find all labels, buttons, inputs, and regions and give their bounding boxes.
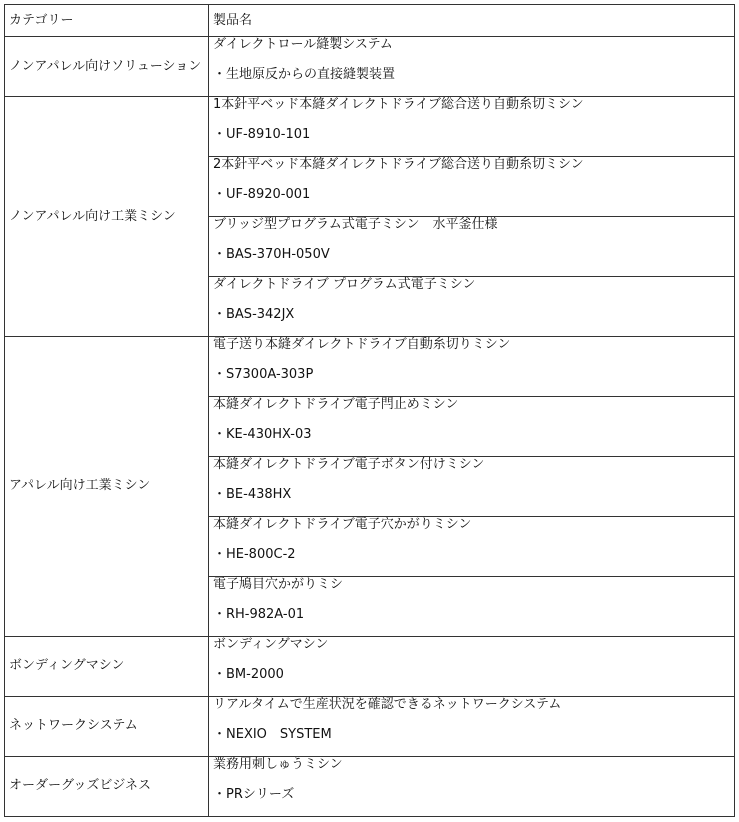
product-name: 本縫ダイレクトドライブ電子ボタン付けミシン	[213, 456, 485, 472]
header-product: 製品名	[209, 5, 735, 37]
product-cell	[209, 277, 735, 337]
product-name: 電子送り本縫ダイレクトドライブ自動糸切りミシン	[213, 337, 511, 353]
category-cell: アパレル向け工業ミシン	[5, 337, 209, 637]
product-cell	[209, 576, 735, 636]
table-row	[5, 97, 735, 157]
product-model: ・S7300A-303P	[213, 367, 314, 383]
product-cell	[209, 636, 735, 696]
product-name: リアルタイムで生産状況を確認できるネットワークシステム	[213, 696, 562, 712]
product-name: 1本針平ベッド本縫ダイレクトドライブ総合送り自動糸切ミシン	[213, 97, 584, 113]
category-cell: ネットワークシステム	[5, 696, 209, 756]
category-cell: ノンアパレル向けソリューション	[5, 37, 209, 97]
header-category: カテゴリー	[5, 5, 209, 37]
category-cell: ボンディングマシン	[5, 636, 209, 696]
product-cell	[209, 337, 735, 397]
product-table	[4, 4, 735, 817]
product-model: ・BE-438HX	[213, 486, 292, 502]
product-name: ボンディングマシン	[213, 636, 329, 652]
product-cell	[209, 516, 735, 576]
table-row	[5, 37, 735, 97]
product-model: ・NEXIO SYSTEM	[213, 726, 332, 742]
product-cell	[209, 397, 735, 457]
product-cell	[209, 157, 735, 217]
product-name: 本縫ダイレクトドライブ電子閂止めミシン	[213, 397, 459, 413]
table-row	[5, 337, 735, 397]
product-cell	[209, 217, 735, 277]
product-name: ブリッジ型プログラム式電子ミシン 水平釜仕様	[213, 217, 498, 233]
product-name: ダイレクトドライブ プログラム式電子ミシン	[213, 277, 476, 293]
product-model: ・UF-8920-001	[213, 187, 311, 203]
product-name: ダイレクトロール縫製システム	[213, 37, 393, 53]
product-model: ・HE-800C-2	[213, 546, 296, 562]
product-name: 本縫ダイレクトドライブ電子穴かがりミシン	[213, 516, 472, 532]
product-cell	[209, 756, 735, 816]
product-model: ・BM-2000	[213, 666, 284, 682]
product-model: ・UF-8910-101	[213, 127, 311, 143]
product-model: ・PRシリーズ	[213, 786, 295, 802]
product-name: 電子鳩目穴かがりミシ	[213, 576, 344, 592]
table-row	[5, 696, 735, 756]
category-cell: オーダーグッズビジネス	[5, 756, 209, 816]
product-model: ・BAS-342JX	[213, 307, 295, 323]
product-model: ・KE-430HX-03	[213, 427, 312, 443]
product-model: ・BAS-370H-050V	[213, 247, 330, 263]
table-row	[5, 636, 735, 696]
product-cell	[209, 456, 735, 516]
table-body	[5, 5, 735, 817]
product-model: ・生地原反からの直接縫製装置	[213, 67, 396, 83]
product-name: 2本針平ベッド本縫ダイレクトドライブ総合送り自動糸切ミシン	[213, 157, 584, 173]
header-row	[5, 5, 735, 37]
product-name: 業務用刺しゅうミシン	[213, 756, 343, 772]
table-row	[5, 756, 735, 816]
product-model: ・RH-982A-01	[213, 606, 305, 622]
product-cell	[209, 696, 735, 756]
product-cell	[209, 37, 735, 97]
product-cell	[209, 97, 735, 157]
category-cell: ノンアパレル向け工業ミシン	[5, 97, 209, 337]
